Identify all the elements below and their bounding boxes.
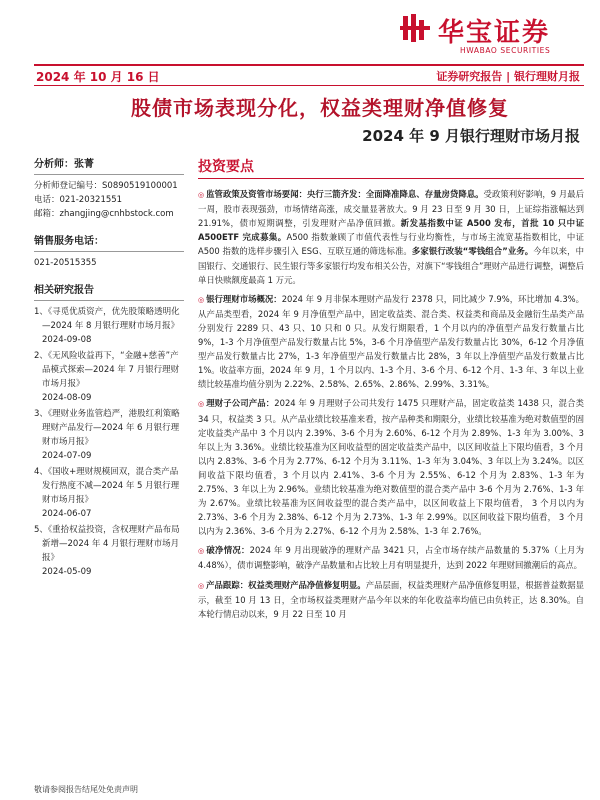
- related-date: 2024-08-09: [42, 393, 92, 403]
- analyst-line: [34, 158, 184, 172]
- related-text: 1、《寻觅优质资产，优先股策略透明化—2024 年 8 月银行理财市场月报》: [34, 307, 180, 331]
- email-value[interactable]: zhangjing@cnhbstock.com: [59, 209, 174, 219]
- brand-mark-icon: [400, 12, 432, 44]
- company-logo: [400, 10, 590, 62]
- header-rule-2: [34, 85, 584, 86]
- paragraph-product-tracking: [198, 578, 584, 621]
- sales-label: 销售服务电话：: [34, 236, 104, 247]
- paragraph-lead: 理财子公司产品：: [206, 398, 275, 409]
- brand-name-cn: 华宝证券: [438, 18, 551, 48]
- divider: [34, 251, 184, 252]
- report-date: 2024 年 10 月 16 日: [36, 70, 160, 84]
- header-rule: [34, 64, 584, 66]
- paragraph-lead-3: 多家银行改装“零钱组合”业务。: [411, 246, 534, 257]
- paragraph-lead: 监管政策及资管市场要闻：央行三箭齐发：全面降准降息、存量房贷降息。: [206, 189, 484, 200]
- related-text: 3、《理财业务监管趋严，港股红利策略理财产品发行—2024 年 6 月银行理财市场月报》: [34, 409, 180, 447]
- paragraph-lead: 银行理财市场概况：: [206, 293, 282, 304]
- report-type: 证券研究报告 | 银行理财月报: [436, 70, 580, 83]
- paragraph-breaking-nav: [198, 543, 584, 572]
- related-date: 2024-09-08: [42, 335, 92, 345]
- brand-name-en: HWABAO SECURITIES: [460, 46, 551, 55]
- sub-title: 2024 年 9 月银行理财市场月报: [362, 127, 580, 145]
- phone-value: 021-20321551: [59, 195, 123, 205]
- sidebar: [34, 158, 184, 581]
- related-item[interactable]: [34, 349, 184, 405]
- section-title: 投资要点: [198, 159, 254, 175]
- related-date: 2024-05-09: [42, 567, 92, 577]
- bullet-icon: ◎: [198, 581, 205, 590]
- paragraph-text: 受政策利好影响，9 月最后一周，股市表现强劲，市场情绪高涨，成交量显著放大。9 月 23 日至 9 月 30 日，上证综指涨幅达到 21.91%，债市短期调整，引发理财产品净值回撤。: [198, 189, 585, 229]
- related-date: 2024-07-09: [42, 451, 92, 461]
- phone-line: [34, 193, 184, 207]
- paragraph-market: [198, 292, 584, 392]
- paragraph-text: 2024 年 9 月出现破净的理财产品 3421 只，占全市场存续产品数量的 5.37%（上月为 4.48%），债市调整影响，破净产品数量和占比较上月有明显提升，达到 2022 年理财回撤潮后的高点。: [198, 545, 584, 571]
- paragraph-text: 2024 年 9 月理财子公司共发行 1475 只理财产品，固定收益类 1438 只，混合类 34 只，权益类 3 只。从产品业绩比较基准来看，按产品种类和期限分，业绩比较基准为绝对数值型的固定收益类产品中 3 个月以内 2.39%、3-6 个月为 2.60%、6-12 个月为 2.89%、1-3 年为 3.00%、3 年以上为 3.36%。业绩比较基准为区间收益型的固定收益类产品中，以区间收益上下限均值看，3 个月以内 2.83%、3-6 个月为 2.77%、6-12 个月为 3.11%、1-3 年为 3.04%、3 年以上为 3.24%。以区间收益下限均值看，3 个月以内 2.41%、3-6 个月为 2.55%、6-12 个月为 2.83%、1-3 年为 2.75%、3 年以上为 2.96%。业绩比较基准为绝对数值型的混合类产品中 3-6 个月为 2.76%、1-3 年为 2.67%。业绩比较基准为区间收益型的混合类产品中，以区间收益上下限均值看， 3 个月以内为 2.73%、3-6 个月为 2.38%、6-12 个月为 2.73%、1-3 年 2.99%。以区间收益下限均值看， 3 个月以内为 2.36%、3-6 个月为 2.27%、6-12 个月为 2.58%、1-3 年 2.76%。: [198, 398, 585, 537]
- analyst-label: 分析师：: [34, 159, 74, 170]
- paragraph-text: 2024 年 9 月非保本理财产品发行 2378 只，同比减少 7.9%，环比增加 4.3%。从产品类型看，2024 年 9 月净值型产品中，固定收益类、混合类、权益类和商品及金融衍生品类产品分别发行 2289 只、43 只、10 只和 0 只。从发行期限看，1 个月以内的净值型产品发行数量占比 9%，1-3 个月净值型产品发行数量占比 5%，3-6 个月净值型产品发行数量占比 30%，6-12 个月净值型产品发行数量占比 27%，1-3 年净值型产品发行数量占比 28%，3 年以上净值型产品发行数量占比 1%。收益率方面，2024 年 9 月，1 个月以内、1-3 个月、3-6 个月、6-12 个月、1-3 年、3 年以上业绩比较基准均值分别为 2.22%、2.58%、2.65%、2.86%、2.99%、3.31%。: [198, 293, 585, 390]
- cert-value: S0890519100001: [102, 181, 178, 191]
- paragraph-text-3: 今年以来，中国银行、交通银行、民生银行等多家银行均发布相关公告，对旗下“零钱组合”理财产品进行调整，调整后单日快赎额度最高 1 万元。: [198, 246, 585, 285]
- related-item[interactable]: [34, 407, 184, 463]
- bullet-icon: ◎: [198, 295, 205, 304]
- email-label: 邮箱：: [34, 209, 60, 219]
- related-text: 2、《无风险收益再下，“金融+慈善”产品模式探索—2024 年 7 月银行理财市场月报》: [34, 351, 180, 389]
- section-rule: [198, 178, 584, 179]
- bullet-icon: ◎: [198, 191, 205, 200]
- divider: [34, 300, 184, 301]
- paragraph-regulation: [198, 187, 584, 287]
- paragraph-text: 产品层面，权益类理财产品净值修复明显，根据普益数据显示，截至 10 月 13 日，全市场权益类理财产品今年以来的年化收益率均值已由负转正，达 8.30%。自本轮行情启动以来，9 月 22 日至 10 月: [198, 579, 585, 619]
- email-line: [34, 207, 184, 221]
- footer-disclaimer: 敬请参阅报告结尾处免责声明: [34, 785, 138, 794]
- main-content: [198, 160, 584, 626]
- divider: [34, 174, 184, 175]
- main-title: 股债市场表现分化，权益类理财净值修复: [131, 96, 509, 120]
- cert-line: [34, 179, 184, 193]
- paragraph-lead: 产品跟踪：权益类理财产品净值修复明显。: [206, 579, 366, 590]
- related-date: 2024-06-07: [42, 509, 92, 519]
- paragraph-subsidiary: [198, 396, 584, 538]
- bullet-icon: ◎: [198, 547, 205, 556]
- related-label: 相关研究报告: [34, 285, 94, 296]
- bullet-icon: ◎: [198, 400, 205, 409]
- phone-label: 电话：: [34, 195, 60, 205]
- paragraph-lead: 破净情况：: [206, 545, 250, 556]
- related-item[interactable]: [34, 465, 184, 521]
- related-text: 4、《国收+理财规模回双，混合类产品发行热度不减—2024 年 5 月银行理财市场月报》: [34, 467, 180, 505]
- sales-phone: 021-20515355: [34, 258, 97, 268]
- related-item[interactable]: [34, 305, 184, 347]
- cert-label: 分析师登记编号：: [34, 181, 103, 191]
- related-text: 5、《重拾权益投资，含权理财产品布局新增—2024 年 4 月银行理财市场月报》: [34, 525, 180, 563]
- paragraph-text-2: A500 指数兼顾了市值代表性与行业均衡性，与市场主流宽基指数相比，中证 A500 指数的选样步骤引入 ESG、互联互通的筛选标准。: [198, 232, 585, 257]
- paragraph-lead-2: 新发基指数中证 A500 发布，首批 10 只中证 A500ETF 完成募集。: [198, 218, 584, 243]
- related-item[interactable]: [34, 523, 184, 579]
- analyst-name: 张菁: [74, 159, 94, 170]
